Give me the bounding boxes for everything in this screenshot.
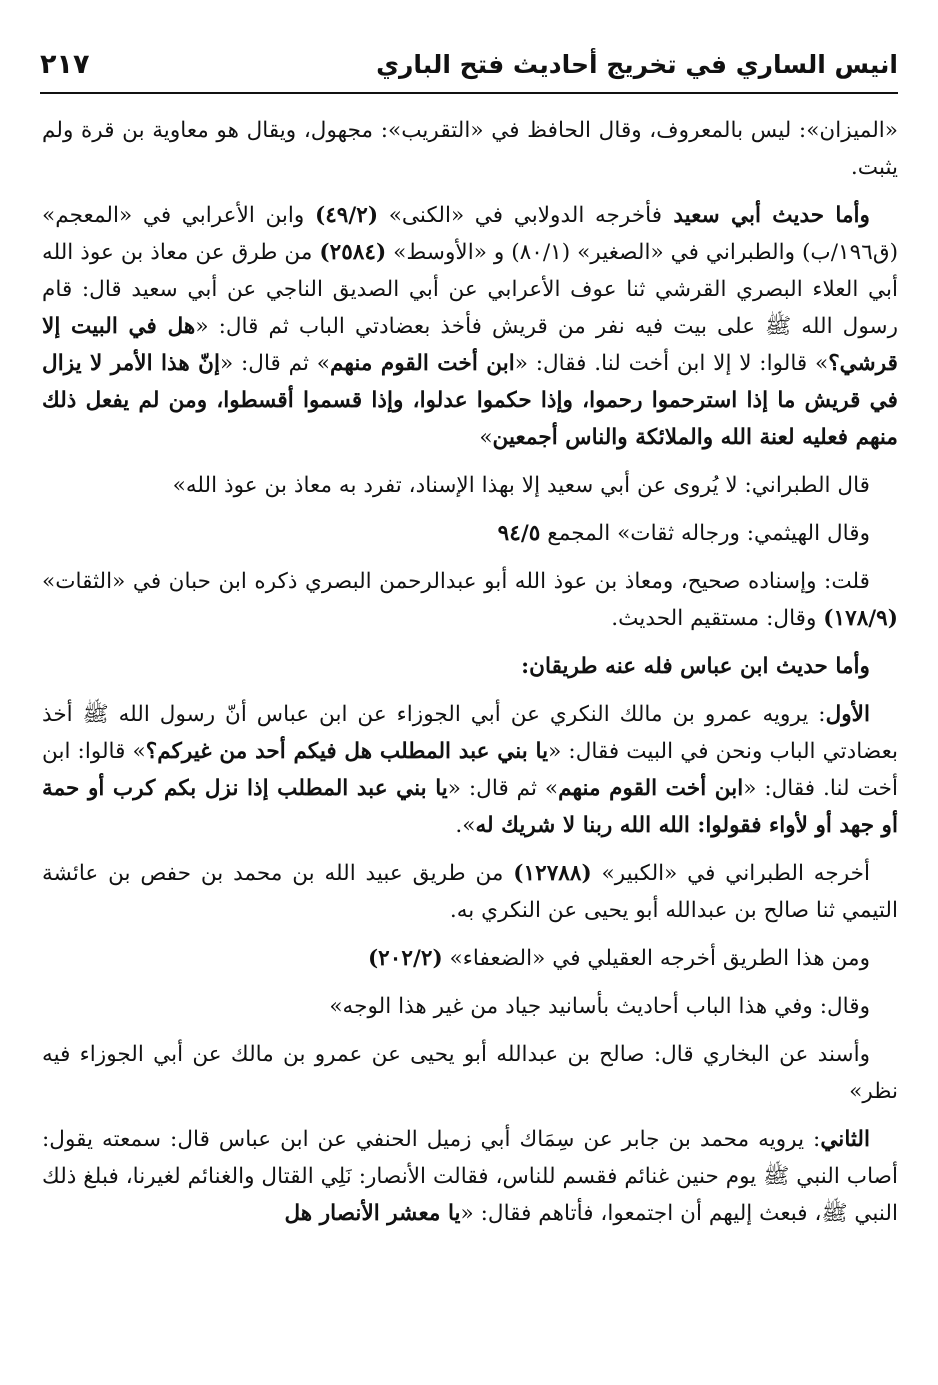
text-run: : يرويه محمد بن جابر عن سِمَاك أبي زميل الحنفي عن ابن عباس قال: سمعته يقول: أصاب النبي ﷺ يوم حنين غنائم فقسم للناس، فقالت الأنصار: نَلِي القتال والغنائم لغيرنا، فبلغ ذلك النبي ﷺ، فبعث إليهم أن اجتمعوا، فأتاهم فقال: « [42, 1127, 898, 1226]
text-run: » قالوا: لا إلا ابن أخت لنا. فقال: « [514, 351, 829, 376]
page-number: ٢١٧ [40, 48, 90, 80]
text-run: » [479, 425, 493, 450]
bold-text: وأما حديث أبي سعيد [662, 203, 870, 228]
paragraph [42, 648, 898, 685]
text-run: فأخرجه الدولابي في «الكنى» [378, 203, 663, 228]
bold-text: الثاني [820, 1127, 870, 1152]
bold-text: (٢٥٨٤) [319, 240, 387, 265]
running-title: انيس الساري في تخريج أحاديث فتح الباري [376, 49, 898, 79]
bold-text: يا معشر الأنصار هل [284, 1201, 461, 1226]
text-run: «الميزان»: ليس بالمعروف، وقال الحافظ في «التقريب»: مجهول، ويقال هو معاوية بن قرة ولم يثبت. [42, 118, 898, 180]
text-run: قال الطبراني: لا يُروى عن أبي سعيد إلا بهذا الإسناد، تفرد به معاذ بن عوذ الله» [172, 473, 870, 498]
text-run: ومن هذا الطريق أخرجه العقيلي في «الضعفاء» [442, 946, 870, 971]
paragraph [42, 696, 898, 844]
text-run: وابن الأعرابي في «المعجم» (ق١٩٦/ب) والطبراني في «الصغير» (٨٠/١) و «الأوسط» [42, 203, 898, 265]
bold-text: يا بني عبد المطلب إذا نزل بكم كرب أو حمة أو جهد أو لأواء فقولوا: الله الله ربنا لا شريك له [42, 776, 898, 838]
paragraph [42, 1036, 898, 1110]
paragraph [42, 940, 898, 977]
paragraph [42, 1121, 898, 1232]
bold-text: (٢٠٢/٢) [367, 946, 443, 971]
paragraph [42, 467, 898, 504]
bold-text: وأما حديث ابن عباس فله عنه طريقان: [521, 654, 870, 679]
text-run: وقال الهيثمي: ورجاله ثقات» المجمع [540, 521, 870, 546]
text-run: » ثم قال: « [220, 351, 331, 376]
page-body [42, 112, 898, 1365]
text-run: » ثم قال: « [447, 776, 559, 801]
bold-text: ٩٤/٥ [497, 521, 541, 546]
bold-text: (١٢٧٨٨) [513, 861, 592, 886]
text-run: : يرويه عمرو بن مالك النكري عن أبي الجوزاء عن ابن عباس أنّ رسول الله ﷺ أخذ بعضادتي الباب ونحن في البيت فقال: « [42, 702, 898, 764]
bold-text: (٤٩/٢) [314, 203, 379, 228]
paragraph [42, 197, 898, 456]
text-run: » قالوا: ابن أخت لنا. فقال: « [42, 739, 899, 801]
text-run: من طرق عن معاذ بن عوذ الله أبي العلاء البصري القرشي ثنا عوف الأعرابي عن أبي الصديق الناجي عن أبي سعيد قال: قام رسول الله ﷺ على بيت فيه نفر من قريش فأخذ بعضادتي الباب ثم قال: « [42, 240, 898, 339]
bold-text: ابن أخت القوم منهم [558, 776, 744, 801]
text-run: وقال: مستقيم الحديث. [611, 606, 824, 631]
text-run: ». [455, 813, 476, 838]
paragraph [42, 112, 898, 186]
text-run: وأسند عن البخاري قال: صالح بن عبدالله أبو يحيى عن عمرو بن مالك عن أبي الجوزاء فيه نظر» [42, 1042, 898, 1104]
text-run: قلت: وإسناده صحيح، ومعاذ بن عوذ الله أبو عبدالرحمن البصري ذكره ابن حبان في «الثقات» [42, 569, 870, 594]
bold-text: ابن أخت القوم منهم [330, 351, 515, 376]
bold-text: الأول [825, 702, 870, 727]
text-run: من طريق عبيد الله بن محمد بن حفص بن عائشة التيمي ثنا صالح بن عبدالله أبو يحيى عن النكري به. [42, 861, 898, 923]
paragraph [42, 563, 898, 637]
bold-text: إنّ هذا الأمر لا يزال في قريش ما إذا استرحموا رحموا، وإذا حكموا عدلوا، وإذا قسموا أقسطوا، ومن لم يفعل ذلك منهم فعليه لعنة الله والملائكة والناس أجمعين [42, 351, 898, 450]
text-run: أخرجه الطبراني في «الكبير» [591, 861, 870, 886]
bold-text: هل في البيت إلا قرشي؟ [42, 314, 898, 376]
text-run: وقال: وفي هذا الباب أحاديث بأسانيد جياد من غير هذا الوجه» [329, 994, 870, 1019]
paragraph [42, 515, 898, 552]
bold-text: (١٧٨/٩) [823, 606, 898, 631]
paragraph [42, 855, 898, 929]
bold-text: يا بني عبد المطلب هل فيكم أحد من غيركم؟ [145, 739, 549, 764]
page-header [40, 36, 898, 94]
paragraph [42, 988, 898, 1025]
